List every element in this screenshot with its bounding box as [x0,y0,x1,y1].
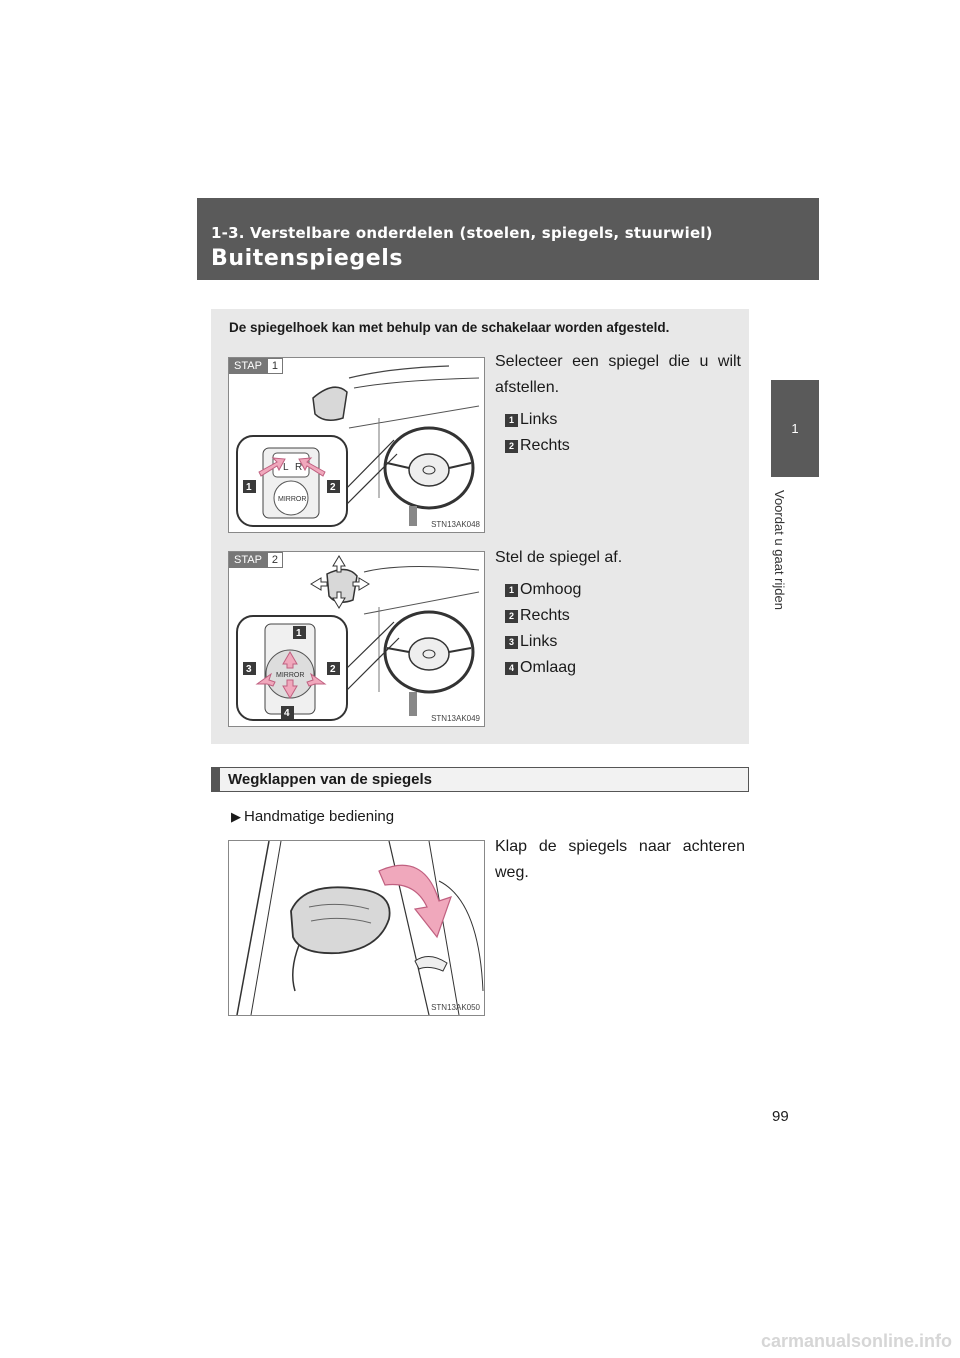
intro-text: De spiegelhoek kan met behulp van de schakelaar worden afgesteld. [229,320,670,335]
section-heading [211,767,749,792]
header-band [197,198,819,280]
triangle-bullet-icon: ▶ [231,808,241,824]
switch-letter-l: L [283,462,289,473]
callout-4: 4 [284,708,290,719]
instruction-box [211,309,749,744]
page-title: Buitenspiegels [211,246,404,271]
chapter-side-label [760,490,830,690]
dashboard-drawing [229,358,484,532]
page-number: 99 [772,1108,789,1125]
step-1-illustration [228,357,485,533]
figure-code: STN13AK050 [431,1003,480,1012]
mirror-switch-label: MIRROR [278,496,307,503]
step-2-illustration [228,551,485,727]
figure-code: STN13AK049 [431,714,480,723]
step-1-text: Selecteer een spiegel die u wilt afstellen. [495,353,741,396]
list-item: 2 Rechts [505,433,570,459]
section-heading-text: Wegklappen van de spiegels [228,771,432,788]
mirror-fold-drawing [229,841,484,1015]
chapter-tab: 1 [771,380,819,477]
fold-illustration [228,840,485,1016]
callout-2: 2 [330,482,336,493]
step-2-options [505,577,581,681]
callout-1: 1 [246,482,252,493]
heading-bar [212,768,220,791]
callout-2: 2 [330,664,336,675]
dashboard-drawing [229,552,484,726]
mirror-switch-label: MIRROR [276,672,305,679]
step-1-badge: STAP 1 [229,358,283,374]
list-item: 1 Links [505,407,570,433]
callout-3: 3 [246,664,252,675]
watermark-text: carmanualsonline.info [760,1331,952,1351]
list-item: 2 Rechts [505,603,581,629]
figure-code: STN13AK048 [431,520,480,529]
step-1-options [505,407,570,459]
list-item: 1 Omhoog [505,577,581,603]
step-2-text: Stel de spiegel af. [495,549,623,566]
chapter-label-text: Voordat u gaat rijden [772,490,787,610]
step-2-badge: STAP 2 [229,552,283,568]
manual-operation-label: ▶ Handmatige bediening [231,808,395,825]
list-item: 3 Links [505,629,581,655]
fold-instruction-text: Klap de spiegels naar achteren weg. [495,838,745,881]
switch-letter-r: R [295,462,303,473]
section-label: 1-3. Verstelbare onderdelen (stoelen, spiegels, stuurwiel) [211,224,713,242]
list-item: 4 Omlaag [505,655,581,681]
callout-1: 1 [296,628,302,639]
